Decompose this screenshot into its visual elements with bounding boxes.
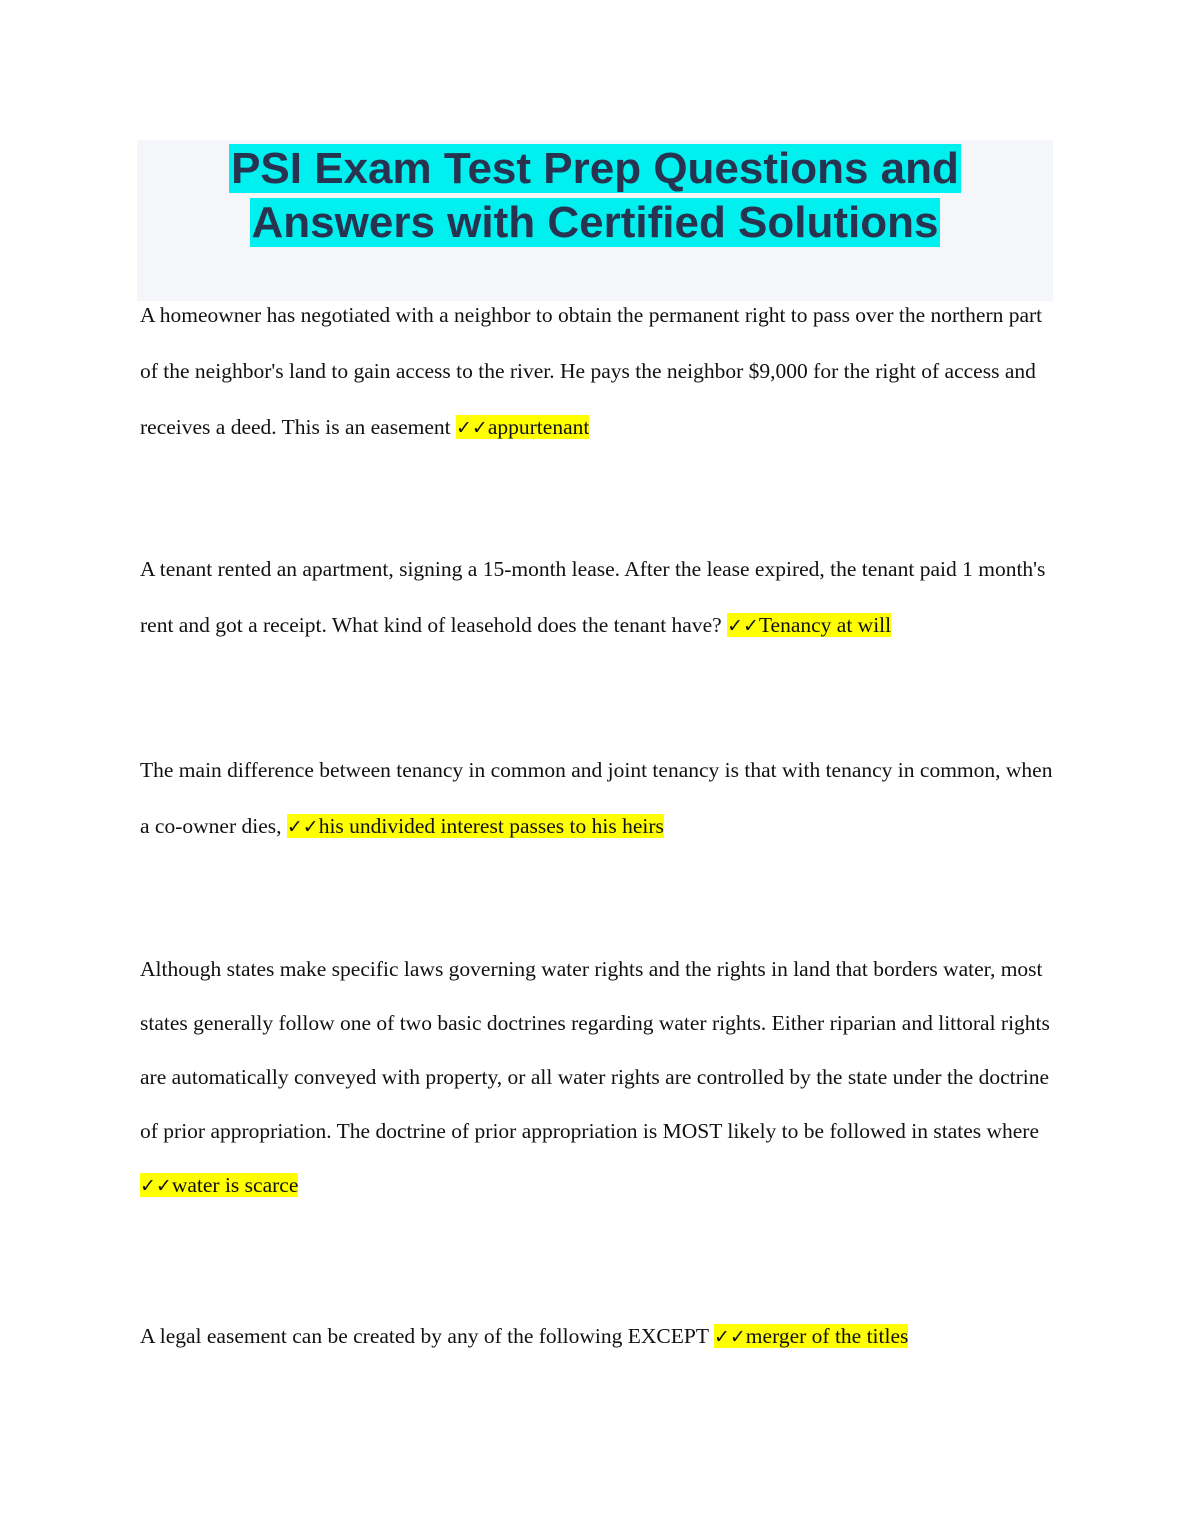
answer-text: appurtenant: [487, 415, 590, 439]
question-text: Although states make specific laws governing water rights and the rights in land that borders water, most states generally follow one of two basic doctrines regarding water rights. Either riparian and littoral rights are automatically conveyed with property, or all water rights are controlled by the state under the doctrine of prior appropriation. The doctrine of prior appropriation is MOST likely to be followed in states where: [140, 957, 1050, 1143]
answer-text: merger of the titles: [745, 1324, 909, 1348]
document-title-block: [137, 140, 1053, 301]
question-text: A legal easement can be created by any of the following EXCEPT: [140, 1324, 709, 1348]
check-icon: ✓✓: [286, 816, 319, 838]
qa-item-4: [140, 942, 1055, 1213]
answer-text: water is scarce: [171, 1173, 299, 1197]
answer-text: Tenancy at will: [758, 613, 892, 637]
qa-item-3: [140, 742, 1055, 855]
check-icon: ✓✓: [727, 615, 759, 637]
check-icon: ✓✓: [140, 1175, 172, 1197]
question-text: The main difference between tenancy in common and joint tenancy is that with tenancy in common, when a co-owner dies,: [140, 758, 1053, 838]
answer-highlight: [456, 415, 589, 439]
answer-highlight: [727, 613, 891, 637]
qa-item-2: [140, 541, 1055, 654]
qa-item-1: [140, 287, 1055, 456]
question-text: A homeowner has negotiated with a neighbor to obtain the permanent right to pass over the northern part of the neighbor's land to gain access to the river. He pays the neighbor $9,000 for the right of access and receives a deed. This is an easement: [140, 303, 1043, 439]
document-title-line-1: PSI Exam Test Prep Questions and: [231, 144, 959, 193]
answer-text: his undivided interest passes to his heirs: [318, 814, 664, 838]
question-text: A tenant rented an apartment, signing a 15-month lease. After the lease expired, the tenant paid 1 month's rent and got a receipt. What kind of leasehold does the tenant have?: [140, 557, 1046, 637]
check-icon: ✓✓: [456, 417, 488, 439]
document-title-line-2: Answers with Certified Solutions: [251, 198, 939, 247]
answer-highlight: [287, 814, 664, 838]
answer-highlight: [140, 1173, 298, 1197]
qa-item-5: [140, 1308, 1055, 1365]
check-icon: ✓✓: [713, 1326, 746, 1348]
answer-highlight: [714, 1324, 908, 1348]
